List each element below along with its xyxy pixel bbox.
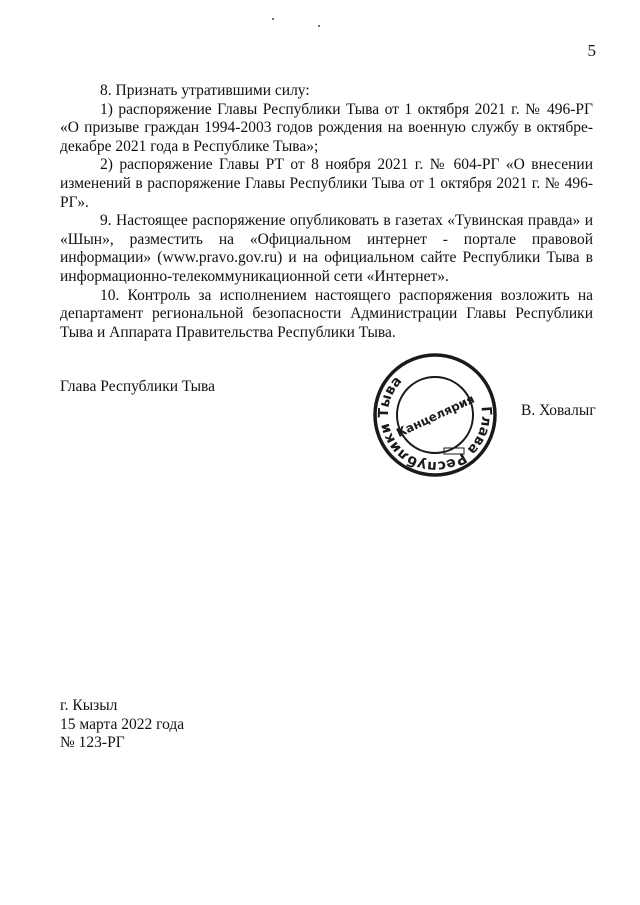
footer-number: № 123-РГ xyxy=(60,734,125,752)
scan-speck xyxy=(318,25,320,27)
stamp-center-text: Канцелярия xyxy=(394,391,477,441)
paragraph-subitem-1: 1) распоряжение Главы Республики Тыва от 1 октября 2021 г. № 496-РГ «О призыве граждан 1994-2003 годов рождения на военную службу в октябре-декабре 2021 года в Республике Тыва»; xyxy=(60,100,593,155)
paragraph-item-9: 9. Настоящее распоряжение опубликовать в газетах «Тувинская правда» и «Шын», разместить на «Официальном интернет - портале правовой информации» (www.pravo.gov.ru) и на официальном сайте Республики Тыва в информационно-телекоммуникационной сети «Интернет». xyxy=(60,212,593,285)
official-stamp xyxy=(372,352,498,478)
signer-title: Глава Республики Тыва xyxy=(60,378,216,395)
document-body xyxy=(60,82,593,342)
stamp-ring-text: Глава Республики Тыва xyxy=(375,373,495,475)
paragraph-item-8: 8. Признать утратившими силу: xyxy=(100,82,310,99)
footer-date: 15 марта 2022 года xyxy=(60,715,185,733)
document-footer xyxy=(60,697,184,753)
signer-name: В. Ховалыг xyxy=(521,402,596,419)
paragraph-item-10: 10. Контроль за исполнением настоящего распоряжения возложить на департамент региональной безопасности Администрации Главы Республики Тыва и Аппарата Правительства Республики Тыва. xyxy=(60,286,593,341)
paragraph-subitem-2: 2) распоряжение Главы РТ от 8 ноября 2021 г. № 604-РГ «О внесении изменений в распоряжение Главы Республики Тыва от 1 октября 2021 г. № 496-РГ». xyxy=(60,156,593,211)
scan-speck xyxy=(272,18,274,20)
footer-city: г. Кызыл xyxy=(60,697,118,714)
page-number: 5 xyxy=(587,41,596,60)
